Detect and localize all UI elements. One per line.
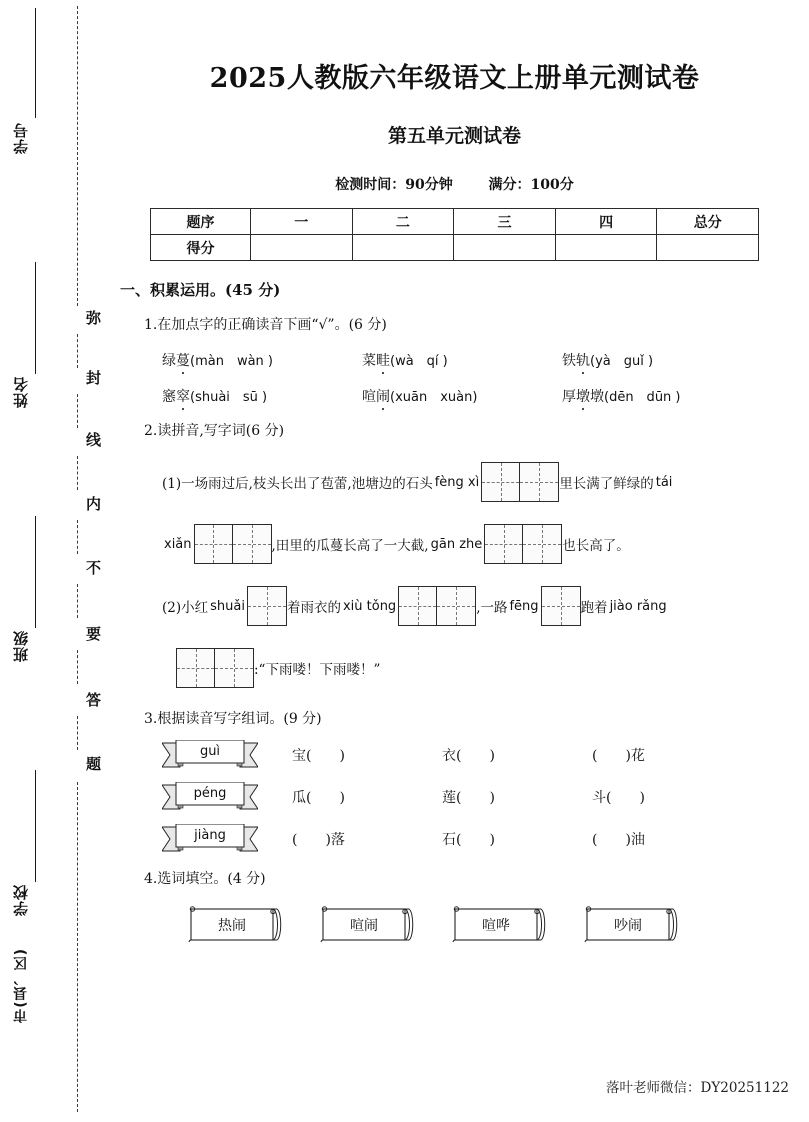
seal-char-ti: 题 [84, 756, 102, 772]
seal-dashed-line [77, 456, 78, 490]
bracket-item[interactable]: 石( ) [442, 832, 495, 848]
score-col-total: 总分 [657, 209, 759, 235]
word-pre: 菜 [362, 353, 376, 369]
exam-meta [118, 174, 791, 194]
sentence-text: 跑着 [580, 600, 608, 616]
seal-label-shixianqu: 市(县、区) [13, 948, 29, 1023]
seal-char-bu: 不 [84, 560, 102, 576]
sentence-text: :“下雨喽！下雨喽！” [254, 662, 381, 678]
seal-dashed-line [77, 6, 78, 306]
sentence-text: (1)一场雨过后,枝头长出了苞蕾,池塘边的石头 [162, 476, 433, 492]
sentence-text: (2)小红 [162, 600, 209, 616]
tianzige-cell[interactable] [485, 525, 523, 563]
ribbon-row [162, 782, 791, 812]
seal-divider [35, 262, 36, 374]
score-value-3[interactable] [454, 235, 556, 261]
bracket-item[interactable]: 莲( ) [442, 790, 495, 806]
seal-label-banji: 班级 [12, 630, 30, 662]
pinyin-item[interactable] [562, 350, 762, 370]
question-4-options [188, 904, 791, 946]
seal-char-mi: 弥 [84, 310, 102, 326]
seal-char-xian: 线 [84, 432, 102, 448]
word-pre: 窸 [162, 389, 176, 405]
question-1-body [162, 350, 791, 406]
word-option-label: 吵闹 [614, 918, 642, 934]
score-col-3: 三 [454, 209, 556, 235]
seal-divider [35, 770, 36, 882]
question-2-title: 2.读拼音,写字词(6 分) [144, 423, 285, 439]
score-value-2[interactable] [352, 235, 454, 261]
seal-dashed-line [77, 394, 78, 428]
question-1-title: 1.在加点字的正确读音下画“√”。(6 分) [144, 317, 387, 333]
score-value-4[interactable] [555, 235, 657, 261]
ribbon-banner [162, 782, 258, 812]
page-subtitle: 第五单元测试卷 [387, 125, 521, 147]
score-col-1: 一 [251, 209, 353, 235]
score-col-2: 二 [352, 209, 454, 235]
tianzige-cell[interactable] [195, 525, 233, 563]
tianzige-cell[interactable] [177, 649, 215, 687]
seal-divider [35, 8, 36, 118]
fill-line [176, 648, 791, 688]
seal-dashed-line [77, 334, 78, 368]
tianzige-cell[interactable] [542, 587, 580, 625]
word-option-card[interactable] [452, 904, 548, 946]
pinyin-options[interactable]: (màn wàn ) [190, 354, 273, 369]
tianzige-grid[interactable] [398, 586, 476, 626]
question-3-title: 3.根据读音写字组词。(9 分) [144, 711, 322, 727]
section-1-title: 一、积累运用。(45 分) [120, 281, 281, 299]
word-option-label: 喧闹 [350, 918, 378, 934]
tianzige-grid[interactable] [194, 524, 272, 564]
tianzige-cell[interactable] [482, 463, 520, 501]
word-option-label: 热闹 [218, 918, 246, 934]
seal-char-feng: 封 [84, 370, 102, 386]
ribbon-banner [162, 824, 258, 854]
word-pre: 铁 [562, 353, 576, 369]
seal-char-yao: 要 [84, 626, 102, 642]
pinyin-hint: gān zhe [430, 536, 483, 552]
pinyin-hint: xiù tǒng [342, 598, 397, 614]
ribbon-banner [162, 740, 258, 770]
seal-label-xuehao: 学号 [12, 122, 30, 154]
tianzige-grid[interactable] [481, 462, 559, 502]
fill-line [162, 586, 791, 626]
score-row-label-2: 得分 [151, 235, 251, 261]
word-option-card[interactable] [584, 904, 680, 946]
tianzige-cell[interactable] [248, 587, 286, 625]
word-pre: 绿 [162, 353, 176, 369]
score-table [150, 208, 759, 261]
tianzige-grid[interactable] [176, 648, 254, 688]
pinyin-item[interactable] [562, 386, 762, 406]
seal-outer-column [14, 0, 58, 1122]
score-row-label-1: 题序 [151, 209, 251, 235]
score-col-4: 四 [555, 209, 657, 235]
pinyin-item[interactable] [362, 386, 562, 406]
bracket-item[interactable]: ( )花 [592, 748, 645, 764]
exam-total-score: 满分：100分 [488, 177, 574, 193]
sentence-text: ,田里的瓜蔓长高了一大截, [271, 538, 429, 554]
seal-dashed-line [77, 782, 78, 1112]
tianzige-grid[interactable] [484, 524, 562, 564]
question-3-body [162, 740, 791, 854]
seal-divider [35, 516, 36, 628]
pinyin-options[interactable]: (shuài sū ) [190, 390, 268, 405]
question-4-title: 4.选词填空。(4 分) [144, 871, 266, 887]
pinyin-row [162, 386, 791, 406]
ribbon-row [162, 824, 791, 854]
seal-dashed-line [77, 650, 78, 684]
pinyin-hint: shuǎi [210, 598, 245, 614]
bracket-item[interactable]: 衣( ) [442, 748, 495, 764]
tianzige-cell[interactable] [233, 525, 271, 563]
sentence-text: 着雨衣的 [286, 600, 341, 616]
pinyin-hint: xiǎn [164, 536, 192, 552]
dotted-char: 墩 [576, 386, 590, 406]
tianzige-cell[interactable] [523, 525, 561, 563]
dotted-char: 蔓 [176, 350, 190, 370]
seal-dashed-line [77, 716, 78, 750]
seal-char-nei: 内 [84, 496, 102, 512]
fill-line [162, 524, 791, 564]
pinyin-item[interactable] [162, 386, 362, 406]
ribbon-pinyin: jiàng [194, 828, 226, 843]
tianzige-cell[interactable] [215, 649, 253, 687]
dotted-char: 闹 [376, 386, 390, 406]
ribbon-pinyin: péng [193, 786, 227, 801]
ribbon-pinyin: guì [199, 744, 221, 759]
pinyin-hint: tái [655, 474, 673, 490]
word-pre: 喧 [362, 389, 376, 405]
pinyin-hint: fēng [509, 598, 539, 614]
exam-duration: 检测时间：90分钟 [335, 177, 453, 193]
word-option-card[interactable] [320, 904, 416, 946]
exam-sheet [100, 0, 809, 1122]
table-row-scores [151, 235, 759, 261]
seal-dashed-line [77, 584, 78, 618]
bracket-item[interactable]: ( )落 [292, 832, 345, 848]
pinyin-hint: fèng xì [434, 474, 480, 490]
word-option-card[interactable] [188, 904, 284, 946]
bracket-item[interactable]: 斗( ) [592, 790, 645, 806]
dotted-char: 窣 [176, 386, 190, 406]
dotted-char: 轨 [576, 350, 590, 370]
word-option-label: 喧哗 [482, 918, 510, 934]
sentence-text: ,一路 [476, 600, 508, 616]
pinyin-options[interactable]: (dēn dūn ) [604, 390, 681, 405]
tianzige-cell[interactable] [520, 463, 558, 501]
seal-inner-column [56, 0, 100, 1122]
tianzige-cell[interactable] [399, 587, 437, 625]
seal-label-xingming: 姓名 [12, 376, 30, 408]
pinyin-options[interactable]: (wà qí ) [390, 354, 448, 369]
seal-label-xuexiao: 学校 [12, 884, 30, 916]
score-value-total[interactable] [657, 235, 759, 261]
page-title: 2025人教版六年级语文上册单元测试卷 [209, 63, 700, 94]
footer-credit: 落叶老师微信：DY20251122 [606, 1080, 789, 1096]
table-row-header [151, 209, 759, 235]
bracket-item[interactable]: 宝( ) [292, 748, 345, 764]
score-value-1[interactable] [251, 235, 353, 261]
bracket-item[interactable]: ( )油 [592, 832, 645, 848]
dotted-char: 畦 [376, 350, 390, 370]
pinyin-options[interactable]: (xuān xuàn) [390, 390, 478, 405]
tianzige-grid[interactable] [541, 586, 581, 626]
fill-line [162, 462, 791, 502]
word-pre: 厚 [562, 389, 576, 405]
ribbon-row [162, 740, 791, 770]
bracket-item[interactable]: 瓜( ) [292, 790, 345, 806]
pinyin-item[interactable] [162, 350, 362, 370]
sentence-text: 里长满了鲜绿的 [559, 476, 654, 492]
pinyin-row [162, 350, 791, 370]
sealing-strip [0, 0, 100, 1122]
seal-dashed-line [77, 520, 78, 554]
seal-char-da: 答 [84, 692, 102, 708]
word-post: 墩 [590, 389, 604, 405]
sentence-text: 也长高了。 [562, 538, 630, 554]
question-2-body [162, 462, 791, 688]
pinyin-hint: jiào rǎng [609, 598, 667, 614]
pinyin-item[interactable] [362, 350, 562, 370]
tianzige-cell[interactable] [437, 587, 475, 625]
pinyin-options[interactable]: (yà guǐ ) [590, 354, 654, 369]
tianzige-grid[interactable] [247, 586, 287, 626]
